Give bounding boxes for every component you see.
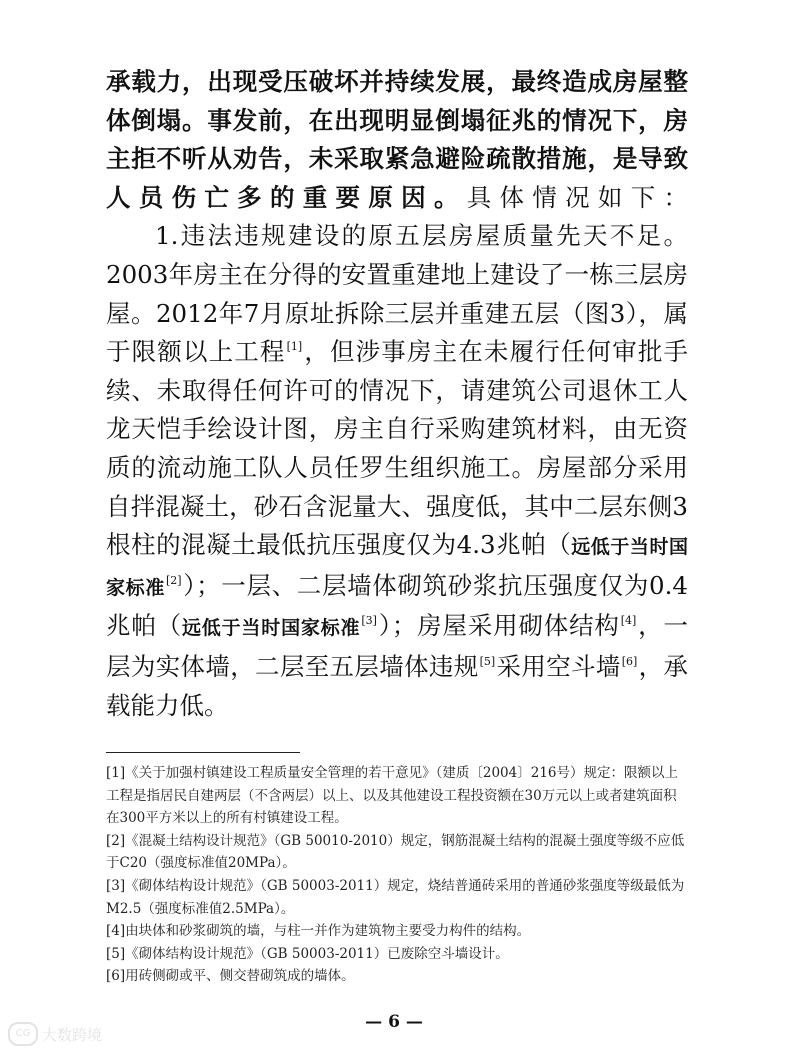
footnote-4: [4]由块体和砂浆砌筑的墙，与柱一并作为建筑物主要受力构件的结构。 bbox=[106, 923, 531, 940]
inline-note: 远低于当时国家标准 bbox=[106, 536, 688, 599]
inline-note: 远低于当时国家标准 bbox=[181, 617, 361, 640]
section-1-text: ）；一层、二层墙体砌筑砂浆抗压强度仅为0.4兆帕（ bbox=[106, 570, 688, 641]
section-1-heading: 1.违法违规建设的原五层房屋质量先天不足。 bbox=[155, 221, 688, 251]
footnote-ref-5[interactable]: [5] bbox=[479, 655, 496, 669]
section-1-text: ，承载能力低。 bbox=[106, 651, 689, 720]
footnote-ref-1[interactable]: [1] bbox=[286, 340, 303, 354]
intro-normal-text: 具体情况如下： bbox=[466, 182, 688, 212]
page-number: — 6 — bbox=[365, 1012, 423, 1032]
intro-bold-text: 承载力，出现受压破坏并持续发展，最终造成房屋整体倒塌。事发前，在出现明显倒塌征兆的情况下，房主拒不听从劝告，未采取紧急避险疏散措施，是导致人员伤亡多的重要原因。 bbox=[106, 67, 688, 212]
watermark-label: 大数跨境 bbox=[42, 1025, 103, 1044]
section-1-text: ）；房屋采用砌体结构 bbox=[377, 611, 620, 641]
footnote-ref-3[interactable]: [3] bbox=[361, 614, 377, 628]
section-1-text: ，但涉事房主在未履行任何审批手续、未取得任何许可的情况下，请建筑公司退休工人龙天恺手绘设计图，房主自行采购建筑材料，由无资质的流动施工队人员任罗生组织施工。房屋部分采用自拌混凝土，砂石含泥量大、强度低，其中二层东侧3根柱的混凝土最低抗压强度仅为4.3兆帕（ bbox=[106, 337, 689, 560]
body-text bbox=[106, 63, 688, 725]
footnotes bbox=[106, 762, 688, 988]
section-1-text: 采用空斗墙 bbox=[496, 651, 621, 681]
footnote-ref-4[interactable]: [4] bbox=[620, 614, 637, 628]
footnote-ref-2[interactable]: [2] bbox=[165, 573, 182, 587]
watermark-logo-icon: CG bbox=[8, 1022, 38, 1046]
section-1-text: 2003年房主在分得的安置重建地上建设了一栋三层房屋。2012年7月原址拆除三层并重建五层（图3），属于限额以上工程 bbox=[106, 259, 688, 367]
section-1-text: ，一层为实体墙，二层至五层墙体违规 bbox=[106, 611, 689, 681]
footnote-6: [6]用砖侧砌或平、侧交替砌筑成的墙体。 bbox=[106, 968, 355, 985]
intro-paragraph bbox=[106, 63, 688, 217]
footnote-divider bbox=[106, 752, 300, 753]
watermark bbox=[8, 1022, 102, 1046]
section-1-paragraph bbox=[106, 217, 688, 725]
footnote-1: [1]《关于加强村镇建设工程质量安全管理的若干意见》（建质〔2004〕216号）规定：限额以上工程是指居民自建两层（不含两层）以上、以及其他建设工程投资额在30万元以上或者建筑面积在300平方米以上的所有村镇建设工程。 bbox=[106, 765, 678, 827]
footnote-3: [3]《砌体结构设计规范》（GB 50003-2011）规定，烧结普通砖采用的普通砂浆强度等级最低为M2.5（强度标准值2.5MPa）。 bbox=[106, 877, 685, 917]
footnote-2: [2]《混凝土结构设计规范》（GB 50010-2010）规定，钢筋混凝土结构的混凝土强度等级不应低于C20（强度标准值20MPa）。 bbox=[106, 832, 685, 872]
footnote-5: [5]《砌体结构设计规范》（GB 50003-2011）已废除空斗墙设计。 bbox=[106, 945, 509, 962]
footnote-ref-6[interactable]: [6] bbox=[621, 655, 638, 669]
